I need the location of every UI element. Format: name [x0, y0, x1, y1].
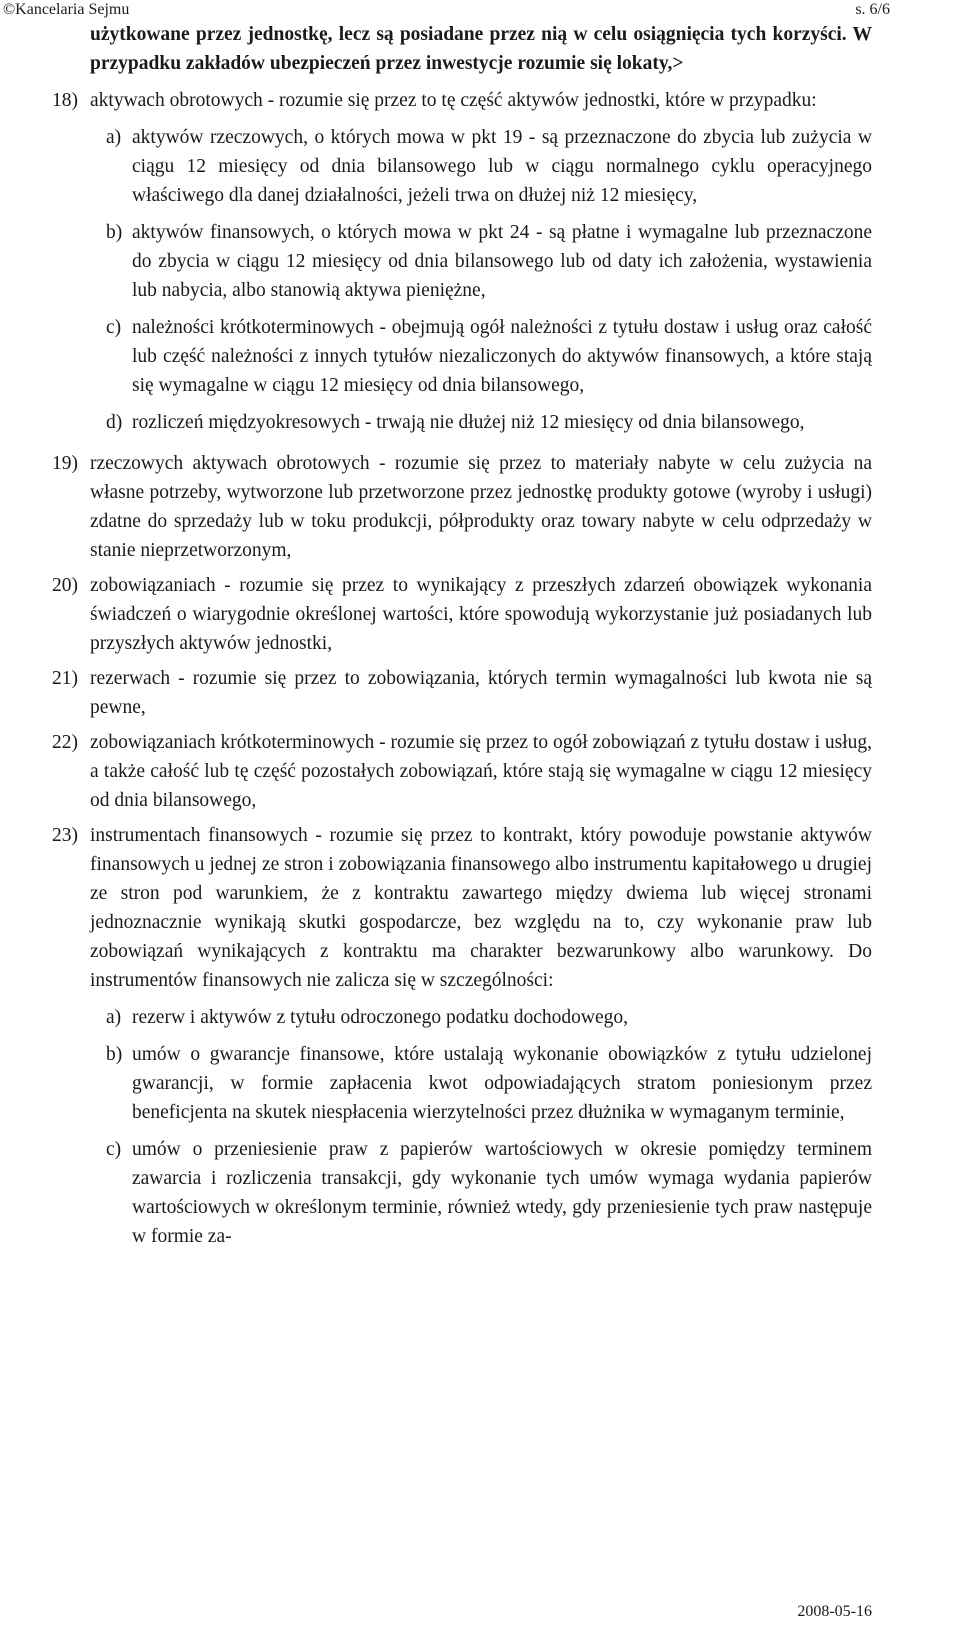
sub-item-c [106, 1135, 872, 1251]
sub-item-a [106, 1003, 872, 1032]
sub-item-label: c) [106, 1139, 122, 1160]
sub-item-b [106, 1040, 872, 1127]
sub-item-c [106, 313, 872, 400]
sub-item-text: umów o przeniesienie praw z papierów wartościowych w okresie pomiędzy terminem zawarcia i rozliczenia transakcji, gdy wykonanie tych umów wymaga wydania papierów wartościowych w określonym terminie, również wtedy, gdy przeniesienie tych praw następuje w formie za- [132, 1139, 872, 1247]
item-text: aktywach obrotowych - rozumie się przez to tę część aktywów jednostki, które w przypadku: [90, 90, 817, 111]
sub-item-text: rezerw i aktywów z tytułu odroczonego podatku dochodowego, [132, 1007, 629, 1028]
sub-item-a [106, 123, 872, 210]
page-number: s. 6/6 [855, 1, 890, 18]
item-text: instrumentach finansowych - rozumie się przez to kontrakt, który powoduje powstanie aktywów finansowych u jednej ze stron i zobowiązania finansowego albo instrumentu kapitałowego u drugiej ze stron pod warunkiem, że z kontraktu zawartego między dwiema lub więcej stronami jednoznacznie wynikają skutki gospodarcze, bez względu na to, czy wykonanie praw lub zobowiązań wynikających z kontraktu ma charakter bezwarunkowy albo warunkowy. Do instrumentów finansowych nie zalicza się w szczególności: [90, 825, 872, 991]
sub-item-text: należności krótkoterminowych - obejmują ogół należności z tytułu dostaw i usług oraz całość lub część należności z innych tytułów niezaliczonych do aktywów finansowych, a które stają się wymagalne w ciągu 12 miesięcy od dnia bilansowego, [132, 317, 872, 396]
item-body [90, 86, 872, 443]
item-number: 18) [52, 90, 78, 111]
definition-item-19 [52, 449, 872, 565]
item-body [90, 664, 872, 722]
header-source: ©Kancelaria Sejmu [3, 1, 130, 18]
item-text: rezerwach - rozumie się przez to zobowiązania, których termin wymagalności lub kwota nie są pewne, [90, 668, 872, 718]
item-body [90, 571, 872, 658]
item-number: 21) [52, 668, 78, 689]
sub-item-text: umów o gwarancje finansowe, które ustalają wykonanie obowiązków z tytułu udzielonej gwarancji, w formie zapłacenia kwot odpowiadających stratom poniesionym przez beneficjenta na skutek niespłacenia wierzytelności przez dłużnika w wymaganym terminie, [132, 1044, 872, 1123]
sub-item-label: b) [106, 222, 123, 243]
sub-item-text: aktywów rzeczowych, o których mowa w pkt 19 - są przeznaczone do zbycia lub zużycia w ciągu 12 miesięcy od dnia bilansowego lub w ciągu normalnego cyklu operacyjnego właściwego dla danej działalności, jeżeli trwa on dłużej niż 12 miesięcy, [132, 127, 872, 206]
item-number: 22) [52, 732, 78, 753]
item-number: 19) [52, 453, 78, 474]
definition-item-21 [52, 664, 872, 722]
definition-item-20 [52, 571, 872, 658]
sub-item-label: b) [106, 1044, 123, 1065]
item-body [90, 821, 872, 1257]
sub-item-text: rozliczeń międzyokresowych - trwają nie dłużej niż 12 miesięcy od dnia bilansowego, [132, 412, 805, 433]
item-text: zobowiązaniach - rozumie się przez to wynikający z przeszłych zdarzeń obowiązek wykonania świadczeń o wiarygodnie określonej wartości, które spowodują wykorzystanie już posiadanych lub przyszłych aktywów jednostki, [90, 575, 872, 654]
document-body [52, 20, 872, 1257]
sub-item-label: a) [106, 127, 122, 148]
sub-item-label: d) [106, 412, 123, 433]
item-number: 20) [52, 575, 78, 596]
sub-item-label: a) [106, 1007, 122, 1028]
item-body [90, 449, 872, 565]
item-body [90, 728, 872, 815]
publication-date: 2008-05-16 [797, 1603, 872, 1620]
sub-item-label: c) [106, 317, 122, 338]
definition-item-23 [52, 821, 872, 1257]
definition-item-18 [52, 86, 872, 443]
intro-paragraph: użytkowane przez jednostkę, lecz są posiadane przez nią w celu osiągnięcia tych korzyści. W przypadku zakładów ubezpieczeń przez inwestycje rozumie się lokaty,> [90, 24, 872, 74]
sub-item-b [106, 218, 872, 305]
sub-list [90, 1003, 872, 1251]
sub-list [90, 123, 872, 437]
sub-item-d [106, 408, 872, 437]
item-text: rzeczowych aktywach obrotowych - rozumie się przez to materiały nabyte w celu zużycia na własne potrzeby, wytworzone lub przetworzone przez jednostkę produkty gotowe (wyroby i usługi) zdatne do sprzedaży lub w toku produkcji, półprodukty oraz towary nabyte w celu odprzedaży w stanie nieprzetworzonym, [90, 453, 872, 561]
item-number: 23) [52, 825, 78, 846]
definition-item-22 [52, 728, 872, 815]
item-text: zobowiązaniach krótkoterminowych - rozumie się przez to ogół zobowiązań z tytułu dostaw i usług, a także całość lub tę część pozostałych zobowiązań, które stają się wymagalne w ciągu 12 miesięcy od dnia bilansowego, [90, 732, 872, 811]
sub-item-text: aktywów finansowych, o których mowa w pkt 24 - są płatne i wymagalne lub przeznaczone do zbycia w ciągu 12 miesięcy od dnia bilansowego lub od daty ich założenia, wystawienia lub nabycia, albo stanowią aktywa pieniężne, [132, 222, 872, 301]
